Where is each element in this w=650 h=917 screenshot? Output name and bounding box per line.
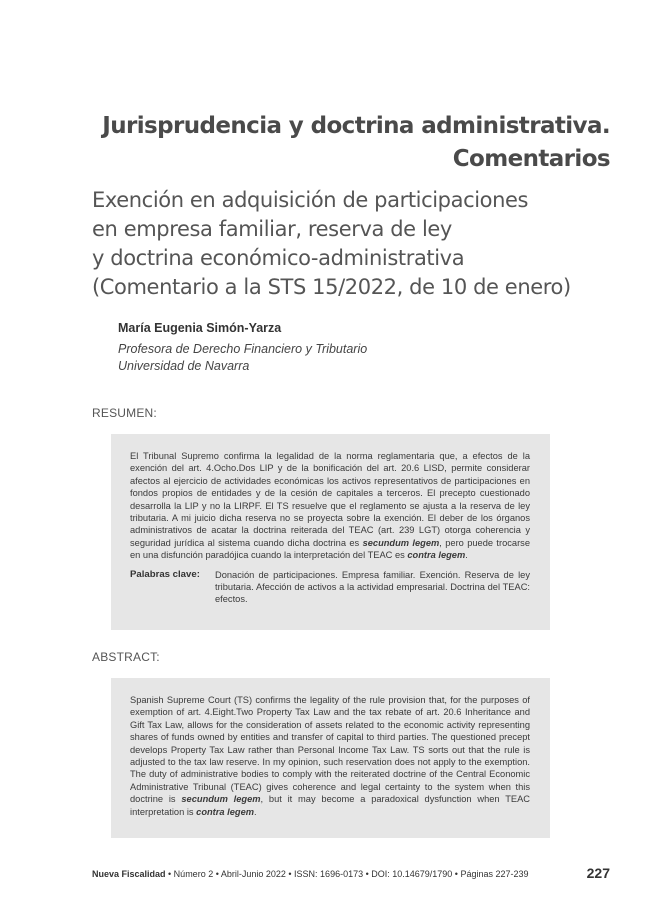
page-number: 227 — [586, 865, 610, 881]
author-institution: Universidad de Navarra — [118, 359, 250, 373]
abstract-emphasis-contra: contra legem — [196, 806, 255, 817]
article-title — [92, 186, 612, 302]
resumen-box — [111, 434, 550, 630]
resumen-text-end: . — [465, 550, 468, 561]
author-position: Profesora de Derecho Financiero y Tributario — [118, 342, 368, 356]
abstract-text-end: . — [254, 806, 257, 817]
abstract-text-part1: Spanish Supreme Court (TS) confirms the legality of the rule provision that, for the purposes of exemption of art. 4.Eight.Two Property Tax Law and the tax rebate of art. 20.6 Inheritance and Gift Tax Law, allows for the consideration of assets related to the economic activity representing shares of funds owned by entities and transfer of capital to third parties. The questioned precept develops Property Tax Law rather than Personal Income Tax Law. TS sorts out that the rule is adjusted to the tax law reserve. In my opinion, such reservation does not apply to the exemption. The duty of administrative bodies to comply with the reiterated doctrine of the Central Economic Administrative Tribunal (TEAC) gives coherence and legal certainty to the system when this doctrine is — [130, 695, 530, 805]
keywords-row — [130, 569, 530, 606]
author-block — [118, 320, 367, 375]
abstract-box — [111, 678, 550, 838]
abstract-text-part2: , but it may become a paradoxical dysfunction when TEAC interpretation is — [130, 794, 530, 817]
section-title-line-2: Comentarios — [452, 146, 610, 172]
footer — [92, 869, 529, 879]
abstract-text — [130, 694, 530, 818]
resumen-text — [130, 450, 530, 562]
resumen-label: RESUMEN: — [92, 406, 157, 420]
keywords-label: Palabras clave: — [130, 568, 200, 580]
article-title-line-3: y doctrina económico-administrativa — [92, 246, 465, 270]
journal-details: • Número 2 • Abril-Junio 2022 • ISSN: 1696-0173 • DOI: 10.14679/1790 • Páginas 227-239 — [165, 869, 529, 879]
abstract-label: ABSTRACT: — [92, 650, 160, 664]
resumen-text-part1: El Tribunal Supremo confirma la legalidad de la norma reglamentaria que, a efectos de la exención del art. 4.Ocho.Dos LIP y de la bonificación del art. 20.6 LISD, permite considerar afectos al ejercicio de actividades económicas los activos representativos de participaciones en fondos propios de entidades y de la cesión de capitales a terceros. El precepto cuestionado desarrolla la LIP y no la LIRPF. El TS resuelve que el reglamento se ajusta a la reserva de ley tributaria. A mi juicio dicha reserva no se proyecta sobre la exención. El deber de los órganos administrativos de acatar la doctrina reiterada del TEAC (art. 239 LGT) otorga coherencia y seguridad jurídica al sistema cuando dicha doctrina es — [130, 451, 530, 548]
author-name: María Eugenia Simón-Yarza — [118, 321, 282, 335]
section-title — [102, 110, 610, 176]
keywords-text: Donación de participaciones. Empresa familiar. Exención. Reserva de ley tributaria. Afección de activos a la actividad empresarial. Doctrina del TEAC: efectos. — [215, 569, 530, 605]
article-title-line-1: Exención en adquisición de participaciones — [92, 188, 529, 212]
abstract-emphasis-secundum: secundum legem — [181, 794, 261, 805]
section-title-line-1: Jurisprudencia y doctrina administrativa. — [102, 113, 610, 139]
resumen-emphasis-secundum: secundum legem — [362, 537, 440, 548]
resumen-emphasis-contra: contra legem — [407, 550, 466, 561]
resumen-text-part2: , pero puede trocarse en una disfunción paradójica cuando la interpretación del TEAC es — [130, 537, 530, 561]
article-title-line-4: (Comentario a la STS 15/2022, de 10 de enero) — [92, 275, 571, 299]
journal-name: Nueva Fiscalidad — [92, 869, 166, 879]
article-title-line-2: en empresa familiar, reserva de ley — [92, 217, 452, 241]
